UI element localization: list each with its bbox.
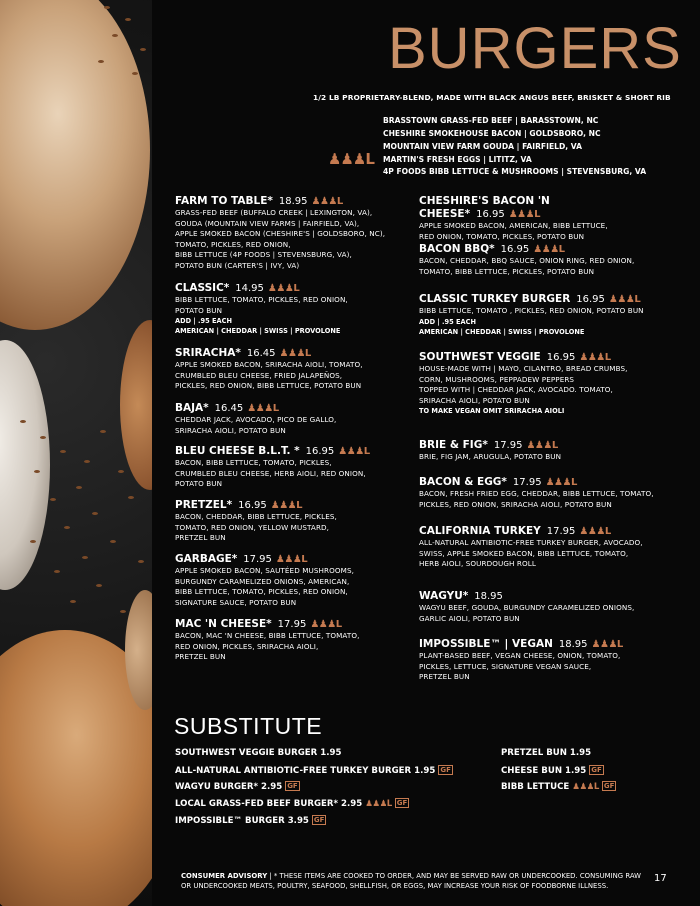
menu-item-description: BACON, MAC 'N CHEESE, BIBB LETTUCE, TOMATO, — [175, 631, 360, 640]
menu-item — [419, 351, 669, 416]
local-farm-icon: ♟♟♟L — [572, 782, 599, 792]
local-farm-icon: ♟♟♟L — [275, 554, 308, 565]
menu-item-description: BURGUNDY CARAMELIZED ONIONS, AMERICAN, — [175, 576, 350, 586]
menu-item-description: SRIRACHA AIOLI, POTATO BUN — [175, 425, 286, 435]
menu-item-price: 16.95 — [476, 209, 505, 220]
source-line: CHESHIRE SMOKEHOUSE BACON | GOLDSBORO, NC — [383, 129, 601, 138]
substitute-item-text: LOCAL GRASS-FED BEEF BURGER* 2.95 — [175, 799, 363, 809]
substitute-item-text: WAGYU BURGER* 2.95 — [175, 782, 283, 792]
menu-item — [175, 195, 425, 271]
menu-item — [175, 282, 425, 336]
menu-item-price: 16.95 — [305, 446, 335, 457]
menu-item-description: TOPPED WITH | CHEDDAR JACK, AVOCADO. TOMATO, — [419, 385, 613, 394]
menu-item-description: PICKLES, RED ONION, SRIRACHA AIOLI, POTATO BUN — [419, 499, 612, 509]
seed-image — [60, 450, 66, 453]
menu-item-description: BIBB LETTUCE, TOMATO, PICKLES, RED ONION, — [175, 295, 348, 304]
substitute-item — [175, 781, 300, 792]
source-line: MOUNTAIN VIEW FARM GOUDA | FAIRFIELD, VA — [383, 142, 583, 151]
consumer-advisory — [181, 872, 651, 891]
substitute-item — [501, 765, 604, 776]
menu-item-description: CRUMBLED BLEU CHEESE, HERB AIOLI, RED ONION, — [175, 468, 366, 478]
source-line: BRASSTOWN GRASS-FED BEEF | BARASSTOWN, NC — [383, 116, 599, 125]
menu-item — [175, 445, 425, 490]
bread-loaf-image — [120, 320, 152, 490]
substitute-item-text: ALL-NATURAL ANTIBIOTIC-FREE TURKEY BURGER 1.95 — [175, 766, 436, 776]
menu-item-description: PICKLES, LETTUCE, SIGNATURE VEGAN SAUCE, — [419, 661, 592, 671]
menu-item-description: BACON, BIBB LETTUCE, TOMATO, PICKLES, — [175, 458, 332, 467]
local-farm-icon: ♟♟♟L — [526, 440, 558, 451]
advisory-text: | * THESE ITEMS ARE COOKED TO ORDER, AND MAY BE SERVED RAW OR UNDERCOOKED. CONSUMING RAW OR UNDERCOOKED MEATS, POULTRY, SEAFOOD, SHELLFISH, OR EGGS, MAY INCREASE YOUR RISK OF FOODBORNE ILLNESS. — [181, 872, 641, 890]
menu-item-description: TOMATO, RED ONION, YELLOW MUSTARD, — [175, 522, 330, 532]
menu-item-price: 14.95 — [235, 283, 264, 294]
seed-image — [30, 540, 36, 543]
menu-item-price: 16.45 — [214, 403, 244, 414]
local-farm-icon: ♟♟♟L — [279, 348, 311, 359]
menu-item — [175, 553, 425, 608]
menu-item-name: BLEU CHEESE B.L.T. * — [175, 445, 300, 457]
menu-item-description: SIGNATURE SAUCE, POTATO BUN — [175, 597, 297, 607]
local-farm-icon: ♟♟♟L — [338, 446, 370, 457]
menu-item-name: GARBAGE* — [175, 553, 238, 565]
menu-item-description: RED ONION, TOMATO, PICKLES, POTATO BUN — [419, 231, 585, 241]
menu-item-description: HOUSE-MADE WITH | MAYO, CILANTRO, BREAD CRUMBS, — [419, 364, 628, 373]
menu-item-name: PRETZEL* — [175, 499, 233, 511]
seed-image — [140, 48, 146, 51]
menu-item — [419, 439, 669, 463]
gluten-free-badge: GF — [603, 782, 615, 790]
menu-item — [175, 618, 425, 663]
menu-item-heading — [419, 351, 669, 364]
menu-item-description: BRIE, FIG JAM, ARUGULA, POTATO BUN — [419, 452, 562, 461]
menu-item-addon: AMERICAN | CHEDDAR | SWISS | PROVOLONE — [175, 327, 341, 335]
menu-item — [419, 293, 669, 337]
substitute-item-text: IMPOSSIBLE™ BURGER 3.95 — [175, 816, 309, 826]
menu-item-description: TOMATO, PICKLES, RED ONION, — [175, 239, 291, 249]
menu-item-heading — [419, 439, 669, 452]
menu-item-description: ALL-NATURAL ANTIBIOTIC-FREE TURKEY BURGER, AVOCADO, — [419, 538, 643, 547]
seed-image — [96, 584, 102, 587]
substitute-item-text: BIBB LETTUCE — [501, 782, 570, 792]
menu-item-heading — [419, 638, 669, 651]
menu-item-heading — [419, 590, 669, 603]
menu-item-heading — [419, 476, 669, 489]
source-line: MARTIN'S FRESH EGGS | LITITZ, VA — [383, 155, 532, 164]
menu-item-name: BACON & EGG* — [419, 476, 507, 488]
advisory-label: CONSUMER ADVISORY — [181, 872, 268, 880]
menu-item-description: POTATO BUN — [175, 305, 223, 315]
substitute-item — [501, 781, 616, 792]
menu-item — [419, 195, 669, 242]
page-subtitle: 1/2 LB PROPRIETARY-BLEND, MADE WITH BLACK ANGUS BEEF, BRISKET & SHORT RIB — [313, 93, 671, 102]
menu-item-heading — [175, 553, 425, 566]
menu-item-description: BIBB LETTUCE, TOMATO , PICKLES, RED ONION, POTATO BUN — [419, 306, 644, 315]
menu-item-price: 18.95 — [474, 591, 503, 602]
local-farm-icon: ♟♟♟L — [545, 477, 577, 488]
menu-item-heading — [175, 618, 425, 631]
menu-item-description: PRETZEL BUN — [175, 533, 226, 542]
substitute-item — [175, 815, 326, 826]
menu-item-heading — [419, 195, 669, 221]
menu-item-description: GOUDA (MOUNTAIN VIEW FARMS | FAIRFIELD, VA), — [175, 218, 360, 228]
menu-item-price: 16.95 — [500, 244, 530, 255]
seed-image — [54, 570, 60, 573]
menu-item-name: BRIE & FIG* — [419, 439, 488, 451]
bread-loaf-image — [0, 0, 150, 330]
menu-item — [175, 402, 425, 436]
menu-item-description: POTATO BUN (CARTER'S | IVY, VA) — [175, 260, 300, 270]
source-line: 4P FOODS BIBB LETTUCE & MUSHROOMS | STEVENSBURG, VA — [383, 167, 647, 176]
seed-image — [104, 6, 110, 9]
menu-item-description: POTATO BUN — [175, 479, 223, 488]
menu-item-addon: TO MAKE VEGAN OMIT SRIRACHA AIOLI — [419, 407, 565, 415]
menu-item-price: 16.95 — [238, 500, 267, 511]
local-farm-icon: ♟♟♟L — [270, 500, 303, 511]
seed-image — [20, 420, 26, 423]
menu-item-heading — [175, 347, 425, 360]
seed-image — [125, 18, 131, 21]
menu-item-heading — [419, 525, 669, 538]
menu-item — [175, 499, 425, 544]
menu-item-description: BACON, CHEDDAR, BIBB LETTUCE, PICKLES, — [175, 512, 337, 521]
menu-item-heading — [175, 445, 425, 458]
menu-item-name: BACON BBQ* — [419, 243, 495, 255]
menu-item-description: CRUMBLED BLEU CHEESE, FRIED JALAPEÑOS, — [175, 370, 343, 380]
menu-item-description: BACON, CHEDDAR, BBQ SAUCE, ONION RING, RED ONION, — [419, 256, 635, 265]
menu-item-heading — [175, 499, 425, 512]
seed-image — [112, 34, 118, 37]
menu-item-price: 17.95 — [546, 526, 576, 537]
seed-image — [82, 556, 88, 559]
menu-item-name: CALIFORNIA TURKEY — [419, 525, 541, 537]
menu-item-addon: ADD | .95 EACH — [175, 317, 232, 325]
menu-item-description: HERB AIOLI, SOURDOUGH ROLL — [419, 559, 536, 568]
local-farm-icon: ♟♟♟L — [533, 244, 565, 255]
menu-item-description: GARLIC AIOLI, POTATO BUN — [419, 613, 520, 623]
menu-item-price: 17.95 — [512, 477, 542, 488]
menu-item-description: BIBB LETTUCE (4P FOODS | STEVENSBURG, VA), — [175, 250, 352, 259]
local-farm-icon: ♟♟♟L — [311, 196, 343, 207]
menu-item-heading — [419, 293, 669, 306]
menu-item — [419, 525, 669, 570]
seed-image — [70, 600, 76, 603]
local-farm-icon: ♟♟♟L — [608, 294, 641, 305]
menu-item-description: PICKLES, RED ONION, BIBB LETTUCE, POTATO BUN — [175, 381, 362, 390]
seed-image — [64, 526, 70, 529]
menu-item-name: CLASSIC TURKEY BURGER — [419, 293, 571, 305]
gluten-free-badge: GF — [287, 782, 298, 790]
seed-image — [110, 540, 116, 543]
local-farm-icon: ♟♟♟L — [365, 799, 392, 809]
gluten-free-badge: GF — [396, 799, 408, 807]
menu-item-description: APPLE SMOKED BACON (CHESHIRE'S | GOLDSBORO, NC), — [175, 229, 386, 238]
menu-item-description: PRETZEL BUN — [419, 672, 470, 681]
menu-item-description: GRASS-FED BEEF (BUFFALO CREEK | LEXINGTON, VA), — [175, 208, 373, 217]
menu-item-addon: AMERICAN | CHEDDAR | SWISS | PROVOLONE — [419, 327, 585, 336]
menu-item-name: BAJA* — [175, 402, 209, 414]
bread-photo — [0, 0, 152, 906]
seed-image — [92, 512, 98, 515]
menu-item-price: 18.95 — [278, 196, 308, 207]
seed-image — [50, 498, 56, 501]
substitute-item — [175, 748, 342, 758]
seed-image — [84, 460, 90, 463]
substitute-item-text: PRETZEL BUN 1.95 — [501, 748, 592, 758]
menu-item-description: RED ONION, PICKLES, SRIRACHA AIOLI, — [175, 641, 319, 651]
menu-item — [419, 590, 669, 624]
local-farm-icon: ♟♟♟L — [591, 639, 623, 650]
local-farm-icon: ♟♟♟L — [508, 209, 540, 220]
bread-loaf-image — [0, 340, 50, 590]
menu-item — [175, 347, 425, 392]
local-farm-icon: ♟♟♟L — [328, 150, 374, 168]
seed-image — [118, 470, 124, 473]
menu-item-price: 16.95 — [546, 352, 576, 363]
gluten-free-badge: GF — [440, 766, 451, 774]
menu-item-description: APPLE SMOKED BACON, AMERICAN, BIBB LETTUCE, — [419, 221, 608, 230]
menu-item-description: BACON, FRESH FRIED EGG, CHEDDAR, BIBB LETTUCE, TOMATO, — [419, 489, 654, 498]
menu-item-heading — [175, 402, 425, 415]
local-farm-icon: ♟♟♟L — [247, 403, 279, 414]
menu-item-name: IMPOSSIBLE™ | VEGAN — [419, 638, 553, 650]
gluten-free-badge: GF — [313, 816, 325, 824]
substitute-item — [501, 748, 591, 758]
menu-item-price: 16.95 — [576, 294, 605, 305]
seed-image — [40, 436, 46, 439]
menu-item-description: CORN, MUSHROOMS, PEPPADEW PEPPERS — [419, 374, 575, 384]
menu-item-addon: ADD | .95 EACH — [419, 317, 476, 326]
menu-item-price: 17.95 — [243, 554, 272, 565]
menu-item-name: MAC 'N CHEESE* — [175, 618, 272, 630]
substitute-item-text: SOUTHWEST VEGGIE BURGER 1.95 — [175, 748, 342, 758]
seed-image — [76, 486, 82, 489]
menu-item-description: SWISS, APPLE SMOKED BACON, BIBB LETTUCE, TOMATO, — [419, 548, 629, 558]
menu-item-description: BIBB LETTUCE, TOMATO, PICKLES, RED ONION, — [175, 587, 348, 596]
menu-item-heading — [175, 282, 425, 295]
local-farm-icon: ♟♟♟L — [267, 283, 300, 294]
local-farm-icon: ♟♟♟L — [579, 352, 611, 363]
menu-item-price: 17.95 — [277, 619, 307, 630]
page-number: 17 — [654, 873, 667, 884]
menu-item-description: PRETZEL BUN — [175, 652, 226, 661]
seed-image — [128, 496, 134, 499]
menu-item-description: WAGYU BEEF, GOUDA, BURGUNDY CARAMELIZED ONIONS, — [419, 603, 635, 612]
substitute-item — [175, 765, 453, 776]
seed-image — [34, 470, 40, 473]
menu-item-name: SRIRACHA* — [175, 347, 241, 359]
menu-item-price: 18.95 — [558, 639, 588, 650]
substitute-item-text: CHEESE BUN 1.95 — [501, 766, 587, 776]
menu-item-description: PLANT-BASED BEEF, VEGAN CHEESE, ONION, TOMATO, — [419, 651, 621, 660]
menu-item — [419, 476, 669, 510]
menu-item-price: 17.95 — [493, 440, 523, 451]
menu-item-name: CHESHIRE'S BACON 'N CHEESE* — [419, 195, 550, 220]
seed-image — [138, 560, 144, 563]
menu-item-description: APPLE SMOKED BACON, SRIRACHA AIOLI, TOMATO, — [175, 360, 363, 369]
menu-item — [419, 638, 669, 683]
seed-image — [100, 430, 106, 433]
menu-item-price: 16.45 — [246, 348, 276, 359]
menu-item-name: CLASSIC* — [175, 282, 230, 294]
page-title: BURGERS — [388, 16, 682, 81]
menu-item-name: WAGYU* — [419, 590, 469, 602]
menu-item — [419, 243, 669, 277]
gluten-free-badge: GF — [591, 766, 602, 774]
substitute-title: SUBSTITUTE — [174, 713, 323, 739]
seed-image — [132, 72, 138, 75]
menu-item-heading — [175, 195, 425, 208]
seed-image — [98, 60, 104, 63]
menu-item-description: TOMATO, BIBB LETTUCE, PICKLES, POTATO BUN — [419, 266, 595, 276]
substitute-item — [175, 798, 409, 809]
menu-item-description: SRIRACHA AIOLI, POTATO BUN — [419, 395, 530, 405]
local-farm-icon: ♟♟♟L — [310, 619, 342, 630]
menu-item-description: APPLE SMOKED BACON, SAUTÉED MUSHROOMS, — [175, 566, 355, 575]
menu-item-heading — [419, 243, 669, 256]
menu-item-description: CHEDDAR JACK, AVOCADO, PICO DE GALLO, — [175, 415, 337, 424]
menu-item-name: FARM TO TABLE* — [175, 195, 273, 207]
local-farm-icon: ♟♟♟L — [579, 526, 611, 537]
menu-item-name: SOUTHWEST VEGGIE — [419, 351, 541, 363]
seed-image — [120, 610, 126, 613]
